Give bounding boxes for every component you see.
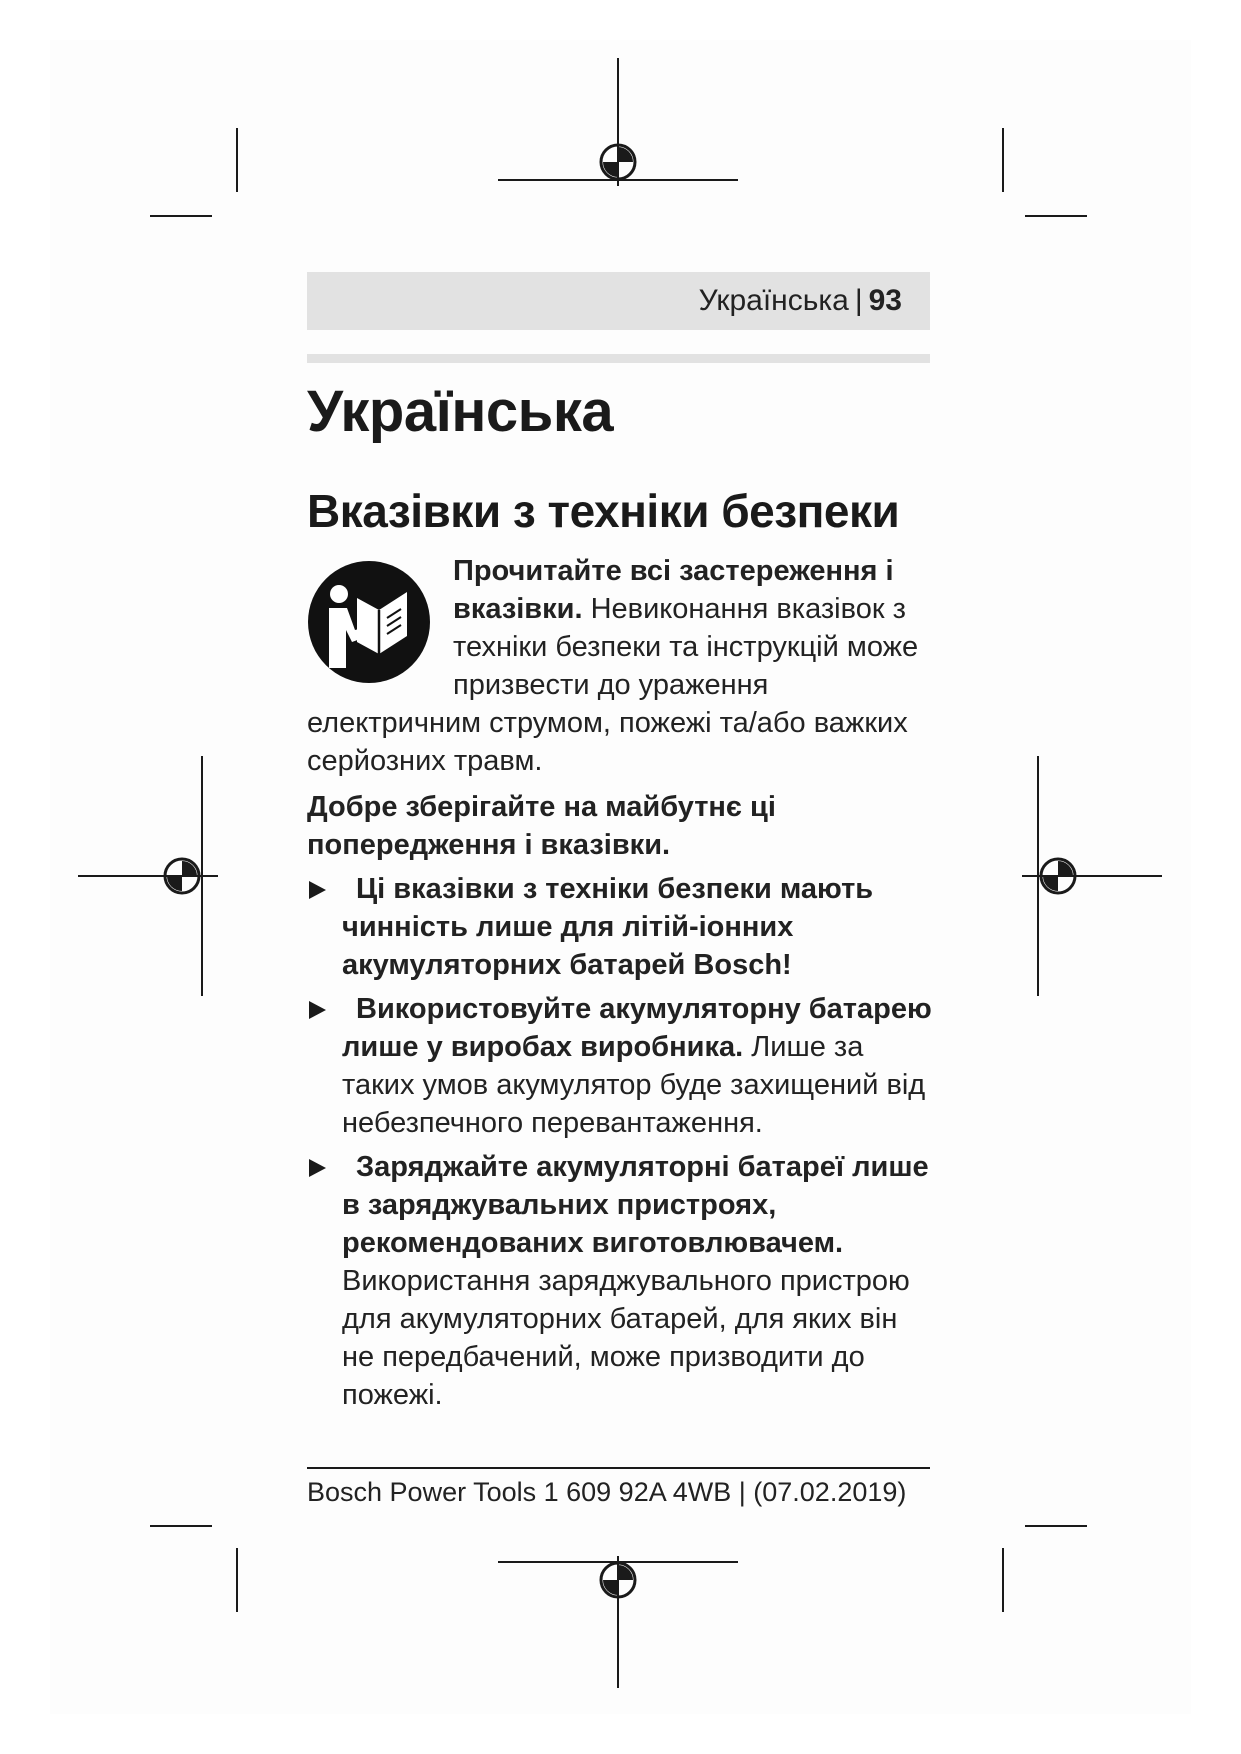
bullet-bold: Ці вказівки з техніки безпеки мають чинність лише для літій-іонних акумуляторних батарей Bosch!: [342, 873, 874, 981]
keep-note-text: Добре зберігайте на майбутнє ці попередження і вказівки.: [307, 791, 776, 861]
safety-content: [307, 552, 933, 1420]
bullet-text: Використання заряджувального пристрою для акумуляторних батарей, для яких він не передбачений, може призводити до пожежі.: [342, 1265, 910, 1411]
running-header: [307, 272, 930, 330]
crop-mark-top-left-h: [150, 215, 212, 217]
registration-mark-left-icon: [78, 756, 218, 996]
header-separator: |: [854, 284, 863, 317]
bullet-arrow-icon: [309, 1159, 326, 1177]
crop-mark-bottom-right-h: [1025, 1525, 1087, 1527]
crop-mark-top-right-v: [1002, 128, 1004, 192]
header-text: [699, 284, 902, 318]
footer-text: Bosch Power Tools 1 609 92A 4WB | (07.02.2019): [307, 1477, 907, 1507]
bullet-bold: Використовуйте акумуляторну батарею лише у виробах виробника.: [342, 993, 932, 1063]
list-item: [307, 990, 933, 1142]
page-title: Українська: [307, 379, 614, 444]
keep-note: [307, 788, 933, 864]
crop-mark-top-left-v: [236, 128, 238, 192]
registration-mark-bottom-icon: [498, 1548, 738, 1688]
safety-bullet-list: [307, 870, 933, 1414]
section-heading: Вказівки з техніки безпеки: [307, 485, 900, 537]
list-item: [307, 870, 933, 984]
intro-bold: Прочитайте всі застереження і вказівки.: [453, 555, 894, 625]
header-section-label: Українська: [698, 284, 849, 317]
registration-mark-right-icon: [1022, 756, 1162, 996]
crop-mark-bottom-right-v: [1002, 1548, 1004, 1612]
footer-rule: [307, 1467, 930, 1469]
read-manual-icon: [307, 560, 431, 684]
intro-text: Невиконання вказівок з техніки безпеки та інструкцій може призвести до ураження електричним струмом, пожежі та/або важких серйозних травм.: [307, 593, 919, 777]
crop-mark-bottom-left-v: [236, 1548, 238, 1612]
bullet-bold: Заряджайте акумуляторні батареї лише в заряджувальних пристроях, рекомендованих виготовлювачем.: [342, 1151, 929, 1259]
header-rule: [307, 354, 930, 363]
bullet-arrow-icon: [309, 1001, 326, 1019]
bullet-text: Лише за таких умов акумулятор буде захищений від небезпечного перевантаження.: [342, 1031, 926, 1139]
bullet-arrow-icon: [309, 881, 326, 899]
crop-mark-top-right-h: [1025, 215, 1087, 217]
page-number: 93: [868, 284, 902, 317]
list-item: [307, 1148, 933, 1414]
crop-mark-bottom-left-h: [150, 1525, 212, 1527]
registration-mark-top-icon: [498, 58, 738, 198]
